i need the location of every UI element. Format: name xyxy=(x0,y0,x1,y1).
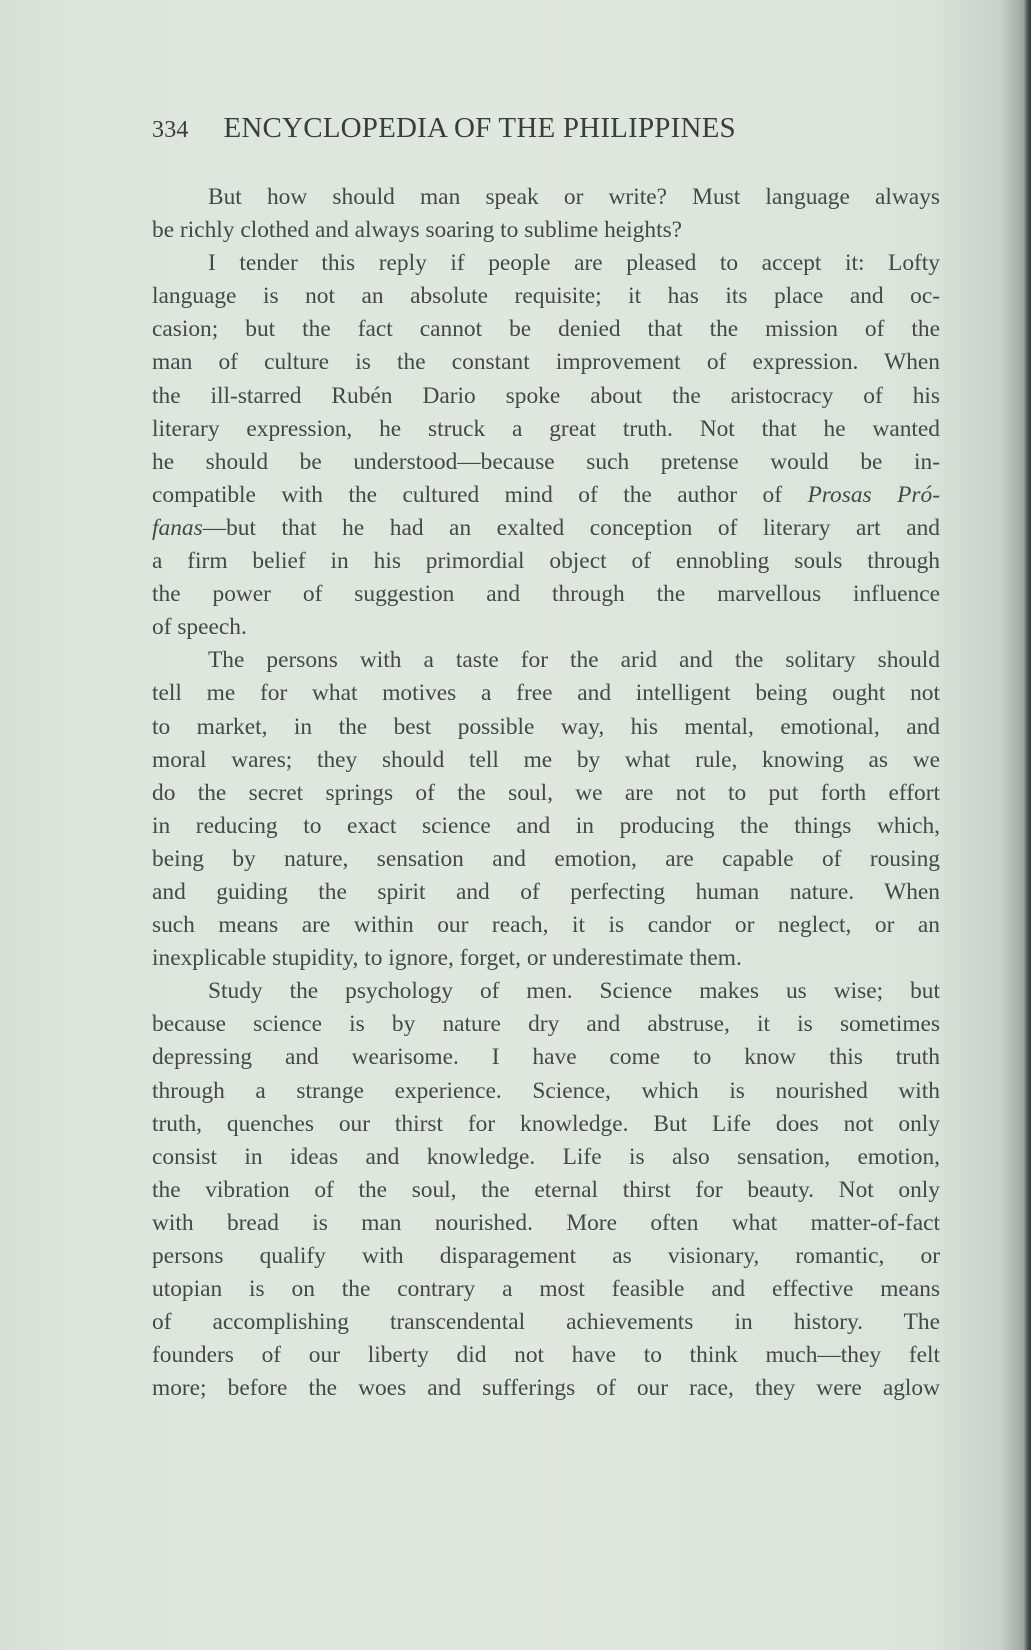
text-line: fanas—but that he had an exalted conception of literary art and xyxy=(152,514,940,541)
text-line: language is not an absolute requisite; it has its place and oc- xyxy=(152,283,940,310)
text-line: do the secret springs of the soul, we are not to put forth effort xyxy=(152,779,940,806)
page-number: 334 xyxy=(152,117,189,143)
text-line: truth, quenches our thirst for knowledge. But Life does not only xyxy=(152,1110,940,1137)
text-line: founders of our liberty did not have to think much—they felt xyxy=(152,1342,940,1369)
text-line: of speech. xyxy=(152,614,247,641)
text-line: a firm belief in his primordial object of ennobling souls through xyxy=(152,548,940,575)
text-line: to market, in the best possible way, his mental, emotional, and xyxy=(152,713,940,740)
text-line: being by nature, sensation and emotion, are capable of rousing xyxy=(152,845,940,872)
text-line: inexplicable stupidity, to ignore, forget, or underestimate them. xyxy=(152,945,742,972)
text-line: casion; but the fact cannot be denied that the mission of the xyxy=(152,316,940,343)
text-line: But how should man speak or write? Must language always xyxy=(208,184,940,210)
text-line: I tender this reply if people are pleased to accept it: Lofty xyxy=(208,250,940,277)
text-line: tell me for what motives a free and intelligent being ought not xyxy=(152,680,940,707)
text-line: such means are within our reach, it is candor or neglect, or an xyxy=(152,912,940,939)
book-title-italic: fanas xyxy=(152,514,203,541)
text-line: through a strange experience. Science, which is nourished with xyxy=(152,1077,940,1104)
text-line: depressing and wearisome. I have come to know this truth xyxy=(152,1044,940,1071)
book-title-italic: Prosas Pró- xyxy=(807,481,940,508)
page-header xyxy=(152,112,932,152)
body-text xyxy=(152,181,940,1405)
text-line: consist in ideas and knowledge. Life is also sensation, emotion, xyxy=(152,1143,940,1170)
text-line: and guiding the spirit and of perfecting human nature. When xyxy=(152,878,940,905)
text-line: utopian is on the contrary a most feasible and effective means xyxy=(152,1276,940,1303)
text-line: the ill-starred Rubén Dario spoke about the aristocracy of his xyxy=(152,382,940,409)
text-line: because science is by nature dry and abstruse, it is sometimes xyxy=(152,1011,940,1038)
text-line: with bread is man nourished. More often what matter-of-fact xyxy=(152,1209,940,1236)
page-edge-shadow xyxy=(1023,0,1031,1650)
text-line: of accomplishing transcendental achievements in history. The xyxy=(152,1309,940,1336)
running-head: ENCYCLOPEDIA OF THE PHILIPPINES xyxy=(223,112,736,144)
text-line: moral wares; they should tell me by what rule, knowing as we xyxy=(152,746,940,773)
text-line: be richly clothed and always soaring to sublime heights? xyxy=(152,217,683,244)
text-line: compatible with the cultured mind of the author of Prosas Pró- xyxy=(152,481,940,508)
text-line: literary expression, he struck a great truth. Not that he wanted xyxy=(152,415,940,442)
text-line: Study the psychology of men. Science makes us wise; but xyxy=(208,978,940,1005)
text-line: the power of suggestion and through the marvellous influence xyxy=(152,581,940,608)
text-line: more; before the woes and sufferings of our race, they were aglow xyxy=(152,1375,940,1402)
text-line: persons qualify with disparagement as visionary, romantic, or xyxy=(152,1243,940,1269)
text-line: The persons with a taste for the arid and the solitary should xyxy=(208,647,940,674)
text-line: he should be understood—because such pretense would be in- xyxy=(152,448,940,475)
text-line: the vibration of the soul, the eternal thirst for beauty. Not only xyxy=(152,1176,940,1203)
text-line: in reducing to exact science and in producing the things which, xyxy=(152,812,940,839)
text-line: man of culture is the constant improvement of expression. When xyxy=(152,349,940,376)
